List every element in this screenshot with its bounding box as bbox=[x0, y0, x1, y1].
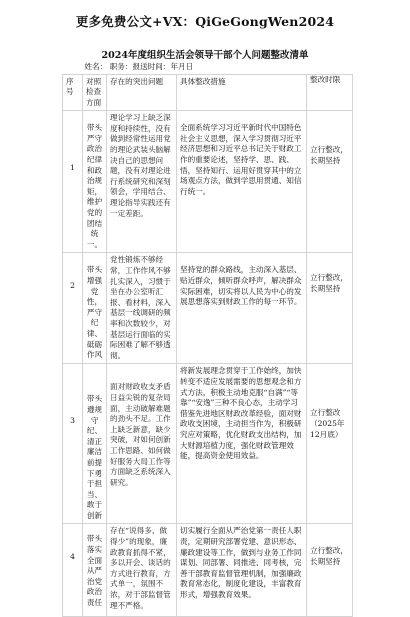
table-row bbox=[63, 111, 353, 253]
row-direction: 带头遵规守纪、清正廉洁前提下勇于担当、敢于创新 bbox=[83, 364, 107, 524]
row-number: 1 bbox=[63, 111, 83, 253]
row-measure: 坚持党的群众路线，主动深入基层、贴近群众，倾听群众呼声，解决群众实际困难，切实将以人民为中心的发展思想落实到财政工作的每一环节。 bbox=[177, 253, 307, 364]
header-no: 序号 bbox=[63, 74, 83, 111]
row-limit: 立行整改（2025年12月底） bbox=[307, 364, 353, 524]
header-row bbox=[63, 74, 353, 111]
meta-line: 姓名： 职务：报送时间：年月日 bbox=[84, 62, 194, 71]
table-row bbox=[63, 524, 353, 617]
table-row bbox=[63, 253, 353, 364]
row-problem: 党性锻炼不够经常，工作作风不够扎实深入，习惯于坐在办公室听汇报、看材料，深入基层一线调研的频率和次数较少，对基层运行面临的实际困难了解不够透彻。 bbox=[107, 253, 177, 364]
row-problem: 存在“说得多、做得少”的现象，廉政教育抓得不紧，多以开会、谈话的方式进行教育，方式单一，氛围不浓，对干部监督管理不严格。 bbox=[107, 524, 177, 617]
row-limit: 立行整改，长期坚持 bbox=[307, 111, 353, 253]
row-problem: 理论学习上缺乏深度和持续性，没有做到经常性运用党的理论武装头脑解决自己的思想问题，没有对理论进行系统研究和深刻领会，学用结合、理论指导实践还有一定差距。 bbox=[107, 111, 177, 253]
row-number: 2 bbox=[63, 253, 83, 364]
document-title: 2024年度组织生活会领导干部个人问题整改清单 bbox=[101, 50, 309, 61]
header-problem: 存在的突出问题 bbox=[107, 74, 177, 111]
row-number: 4 bbox=[63, 524, 83, 617]
row-direction: 带头严守政治纪律和政治规矩，维护党的团结统一。 bbox=[83, 111, 107, 253]
row-direction: 带头增强党性，严守纪律、砥砺作风 bbox=[83, 253, 107, 364]
header-measure: 具体整改措施 bbox=[177, 74, 307, 111]
row-limit: 立行整改，长期坚持 bbox=[307, 524, 353, 617]
row-measure: 全面系统学习习近平新时代中国特色社会主义思想，深入学习贯彻习近平经济思想和习近平总书记关于财政工作的重要论述，坚持学、思、践、悟，坚持知行、运用好贯穿其中的立场观点方法，做到学思用贯通、知信行统一。 bbox=[177, 111, 307, 253]
rectification-table bbox=[62, 62, 353, 617]
row-direction: 带头落实全面从严治党政治责任 bbox=[83, 524, 107, 617]
meta-row bbox=[63, 62, 353, 74]
row-number: 3 bbox=[63, 364, 83, 524]
table-row bbox=[63, 364, 353, 524]
header-limit: 整改时限 bbox=[307, 74, 353, 111]
row-limit: 立行整改，长期坚持 bbox=[307, 253, 353, 364]
row-measure: 切实履行全面从严治党第一责任人职责，定期研究部署党建、意识形态、廉政建设等工作，做到与业务工作同谋划、同部署、同推进、同考核，完善干部教育监督管理机制，加强廉政教育常态化，制度化建设，丰富教育形式，增强教育效果。 bbox=[177, 524, 307, 617]
row-problem: 面对财政收支矛盾日益尖锐的复杂局面，主动破解难题的劲头不足。工作上缺乏新意，缺少突破，对如何创新工作思路、如何做好服务大局工作等方面缺乏系统深入研究。 bbox=[107, 364, 177, 524]
header-direction: 对照检查方面 bbox=[83, 74, 107, 111]
row-measure: 将新发展理念贯穿于工作始终，加快转变不适应发展需要的思想观念和方式方法，积极主动地克服“自满”“等靠”“安逸”三种不良心态，主动学习借鉴先进地区财政改革经验，面对财政收支困境，主动担当作为，积极研究应对策略，优化财政支出结构，加大财源培植力度，强化财政管理效能，提高资金使用效益。 bbox=[177, 364, 307, 524]
promo-banner: 更多免费公文+VX：QiGeGongWen2024 bbox=[75, 14, 335, 29]
